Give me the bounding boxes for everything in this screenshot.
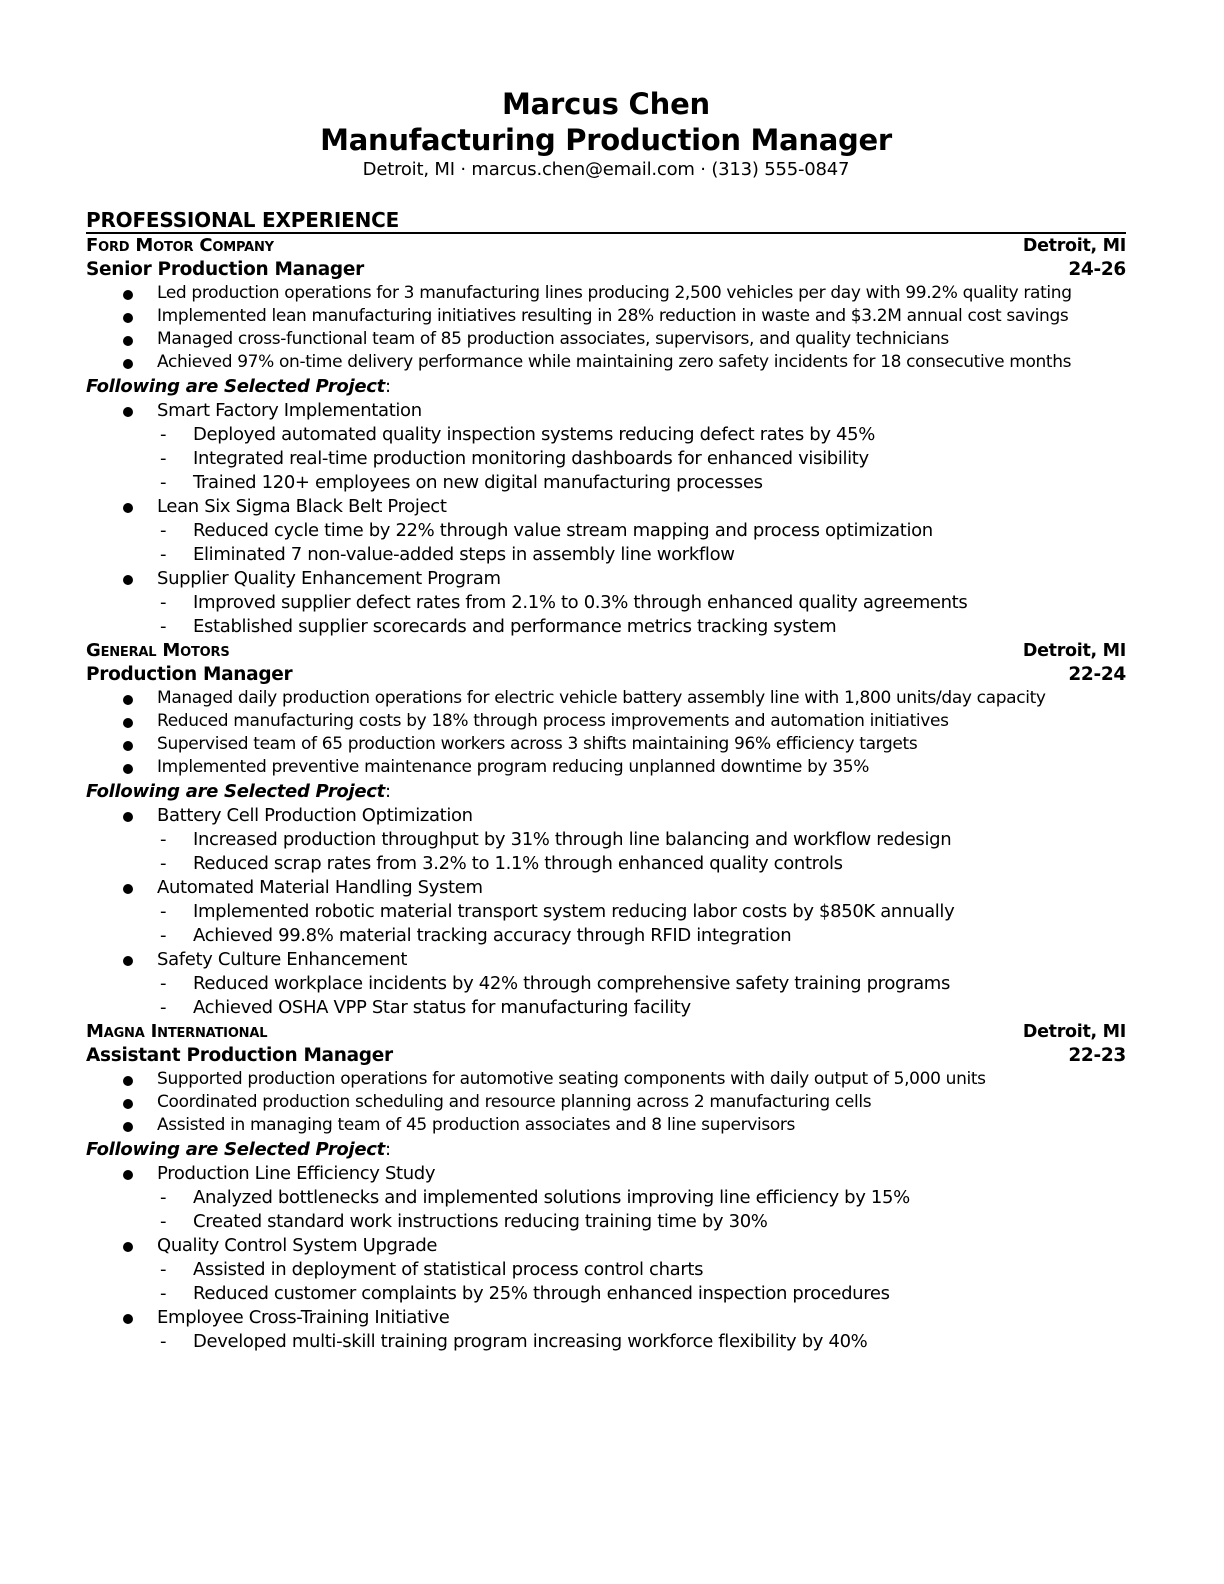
projects-label: [86, 779, 1126, 804]
project-name: Production Line Efficiency Study: [157, 1163, 436, 1184]
job-entry: [86, 1020, 1126, 1354]
projects-label-colon: :: [384, 376, 391, 397]
project-detail-item: [157, 471, 1126, 495]
project-detail-text: Assisted in deployment of statistical process control charts: [193, 1259, 704, 1280]
resume-header: [86, 86, 1126, 182]
job-entry: [86, 234, 1126, 639]
list-item: [86, 305, 1126, 328]
bullet-text: Managed cross-functional team of 85 production associates, supervisors, and quality technicians: [157, 329, 949, 349]
project-detail-item: [157, 1330, 1126, 1354]
list-item: [86, 1114, 1126, 1137]
projects-label-colon: :: [384, 1139, 391, 1160]
project-detail-item: [157, 615, 1126, 639]
project-list: [86, 804, 1126, 1020]
project-detail-text: Reduced cycle time by 22% through value stream mapping and process optimization: [193, 520, 933, 541]
bullet-text: Managed daily production operations for electric vehicle battery assembly line with 1,800 units/day capacity: [157, 688, 1046, 708]
experience-list: [86, 234, 1126, 1354]
project-details: [157, 1330, 1126, 1354]
dash-icon: -: [160, 592, 167, 613]
projects-label: [86, 374, 1126, 399]
bullet-icon: [123, 1076, 133, 1086]
project-item: [86, 876, 1126, 948]
job-dates: 24-26: [1068, 259, 1126, 280]
project-detail-text: Created standard work instructions reducing training time by 30%: [193, 1211, 768, 1232]
bullet-icon: [123, 313, 133, 323]
job-entry: [86, 639, 1126, 1020]
bullet-text: Coordinated production scheduling and resource planning across 2 manufacturing cells: [157, 1092, 872, 1112]
project-detail-item: [157, 591, 1126, 615]
candidate-title: Manufacturing Production Manager: [320, 123, 892, 157]
bullet-text: Assisted in managing team of 45 production associates and 8 line supervisors: [157, 1115, 796, 1135]
project-detail-text: Integrated real-time production monitoring dashboards for enhanced visibility: [193, 448, 869, 469]
bullet-icon: [123, 956, 133, 966]
project-name: Quality Control System Upgrade: [157, 1235, 438, 1256]
dash-icon: -: [160, 544, 167, 565]
bullet-text: Reduced manufacturing costs by 18% through process improvements and automation initiatives: [157, 711, 949, 731]
list-item: [86, 756, 1126, 779]
project-details: [157, 519, 1126, 567]
projects-label: [86, 1137, 1126, 1162]
bullet-icon: [123, 503, 133, 513]
job-dates: 22-24: [1068, 664, 1126, 685]
bullet-icon: [123, 764, 133, 774]
project-detail-item: [157, 996, 1126, 1020]
bullet-text: Led production operations for 3 manufacturing lines producing 2,500 vehicles per day with 99.2% quality rating: [157, 283, 1072, 303]
project-list: [86, 1162, 1126, 1354]
project-detail-text: Established supplier scorecards and performance metrics tracking system: [193, 616, 837, 637]
dash-icon: -: [160, 853, 167, 874]
project-detail-text: Reduced customer complaints by 25% through enhanced inspection procedures: [193, 1283, 890, 1304]
list-item: [86, 1068, 1126, 1091]
project-list: [86, 399, 1126, 639]
list-item: [86, 1091, 1126, 1114]
job-company-row: [86, 234, 1126, 258]
projects-label-colon: :: [384, 781, 391, 802]
project-details: [157, 1258, 1126, 1306]
contact-info: Detroit, MI · marcus.chen@email.com · (313) 555-0847: [362, 159, 850, 180]
dash-icon: -: [160, 997, 167, 1018]
project-details: [157, 972, 1126, 1020]
project-detail-text: Deployed automated quality inspection systems reducing defect rates by 45%: [193, 424, 875, 445]
project-item: [86, 399, 1126, 495]
project-item: [86, 948, 1126, 1020]
job-location: Detroit, MI: [1022, 1022, 1126, 1042]
project-name: Safety Culture Enhancement: [157, 949, 408, 970]
bullet-icon: [123, 336, 133, 346]
bullet-text: Supported production operations for automotive seating components with daily output of 5,000 units: [157, 1069, 986, 1089]
project-detail-text: Achieved OSHA VPP Star status for manufacturing facility: [193, 997, 691, 1018]
project-detail-text: Developed multi-skill training program increasing workforce flexibility by 40%: [193, 1331, 868, 1352]
project-detail-text: Increased production throughput by 31% through line balancing and workflow redesign: [193, 829, 952, 850]
dash-icon: -: [160, 1331, 167, 1352]
job-role: Production Manager: [86, 664, 293, 685]
projects-label-text: Following are Selected Project: [86, 1139, 385, 1160]
job-role-row: [86, 258, 1126, 282]
project-name: Battery Cell Production Optimization: [157, 805, 473, 826]
project-detail-item: [157, 1186, 1126, 1210]
list-item: [86, 351, 1126, 374]
dash-icon: -: [160, 829, 167, 850]
project-detail-item: [157, 828, 1126, 852]
job-location: Detroit, MI: [1022, 641, 1126, 661]
bullet-text: Implemented preventive maintenance program reducing unplanned downtime by 35%: [157, 757, 870, 777]
project-detail-text: Implemented robotic material transport system reducing labor costs by $850K annually: [193, 901, 955, 922]
dash-icon: -: [160, 520, 167, 541]
job-company-row: [86, 639, 1126, 663]
bullet-text: Achieved 97% on-time delivery performance while maintaining zero safety incidents for 18 consecutive months: [157, 352, 1072, 372]
projects-label-text: Following are Selected Project: [86, 376, 385, 397]
dash-icon: -: [160, 1211, 167, 1232]
bullet-icon: [123, 1242, 133, 1252]
dash-icon: -: [160, 1187, 167, 1208]
project-item: [86, 1234, 1126, 1306]
project-details: [157, 591, 1126, 639]
bullet-icon: [123, 812, 133, 822]
dash-icon: -: [160, 616, 167, 637]
dash-icon: -: [160, 1259, 167, 1280]
dash-icon: -: [160, 901, 167, 922]
project-name: Automated Material Handling System: [157, 877, 483, 898]
project-detail-item: [157, 423, 1126, 447]
bullet-icon: [123, 1170, 133, 1180]
bullet-icon: [123, 1099, 133, 1109]
project-detail-item: [157, 1282, 1126, 1306]
dash-icon: -: [160, 448, 167, 469]
project-name: Lean Six Sigma Black Belt Project: [157, 496, 447, 517]
dash-icon: -: [160, 424, 167, 445]
company-name: General Motors: [86, 640, 230, 661]
project-detail-text: Trained 120+ employees on new digital manufacturing processes: [193, 472, 763, 493]
dash-icon: -: [160, 1283, 167, 1304]
project-item: [86, 804, 1126, 876]
dash-icon: -: [160, 973, 167, 994]
bullet-icon: [123, 718, 133, 728]
project-details: [157, 900, 1126, 948]
bullet-icon: [123, 575, 133, 585]
project-detail-item: [157, 924, 1126, 948]
bullet-icon: [123, 407, 133, 417]
project-item: [86, 1162, 1126, 1234]
bullet-icon: [123, 1314, 133, 1324]
project-detail-item: [157, 519, 1126, 543]
project-details: [157, 423, 1126, 495]
project-detail-item: [157, 1210, 1126, 1234]
project-detail-item: [157, 447, 1126, 471]
project-detail-item: [157, 1258, 1126, 1282]
project-item: [86, 567, 1126, 639]
company-name: Magna International: [86, 1021, 268, 1042]
project-detail-text: Eliminated 7 non-value-added steps in assembly line workflow: [193, 544, 735, 565]
candidate-name: Marcus Chen: [502, 87, 710, 121]
job-role-row: [86, 1044, 1126, 1068]
company-name: Ford Motor Company: [86, 235, 274, 256]
list-item: [86, 710, 1126, 733]
dash-icon: -: [160, 925, 167, 946]
project-detail-text: Reduced workplace incidents by 42% through comprehensive safety training programs: [193, 973, 951, 994]
project-item: [86, 495, 1126, 567]
bullet-icon: [123, 290, 133, 300]
project-detail-item: [157, 543, 1126, 567]
project-detail-item: [157, 900, 1126, 924]
project-detail-text: Improved supplier defect rates from 2.1% to 0.3% through enhanced quality agreements: [193, 592, 968, 613]
job-role: Assistant Production Manager: [86, 1045, 393, 1066]
project-detail-item: [157, 852, 1126, 876]
projects-label-text: Following are Selected Project: [86, 781, 385, 802]
resume-page: [86, 86, 1126, 1354]
bullet-icon: [123, 741, 133, 751]
bullet-icon: [123, 1122, 133, 1132]
job-bullets: [86, 687, 1126, 779]
job-role-row: [86, 663, 1126, 687]
section-heading-experience: PROFESSIONAL EXPERIENCE: [86, 208, 1126, 234]
bullet-icon: [123, 359, 133, 369]
list-item: [86, 687, 1126, 710]
job-role: Senior Production Manager: [86, 259, 364, 280]
project-detail-text: Reduced scrap rates from 3.2% to 1.1% through enhanced quality controls: [193, 853, 843, 874]
job-location: Detroit, MI: [1022, 236, 1126, 256]
job-dates: 22-23: [1068, 1045, 1126, 1066]
job-company-row: [86, 1020, 1126, 1044]
project-details: [157, 1186, 1126, 1234]
list-item: [86, 282, 1126, 305]
bullet-text: Supervised team of 65 production workers across 3 shifts maintaining 96% efficiency targets: [157, 734, 918, 754]
project-detail-item: [157, 972, 1126, 996]
job-bullets: [86, 282, 1126, 374]
list-item: [86, 328, 1126, 351]
dash-icon: -: [160, 472, 167, 493]
project-name: Supplier Quality Enhancement Program: [157, 568, 501, 589]
bullet-icon: [123, 884, 133, 894]
bullet-icon: [123, 695, 133, 705]
project-item: [86, 1306, 1126, 1354]
project-name: Employee Cross-Training Initiative: [157, 1307, 450, 1328]
project-name: Smart Factory Implementation: [157, 400, 422, 421]
project-detail-text: Achieved 99.8% material tracking accuracy through RFID integration: [193, 925, 792, 946]
job-bullets: [86, 1068, 1126, 1137]
project-detail-text: Analyzed bottlenecks and implemented solutions improving line efficiency by 15%: [193, 1187, 910, 1208]
bullet-text: Implemented lean manufacturing initiatives resulting in 28% reduction in waste and $3.2M annual cost savings: [157, 306, 1069, 326]
list-item: [86, 733, 1126, 756]
project-details: [157, 828, 1126, 876]
